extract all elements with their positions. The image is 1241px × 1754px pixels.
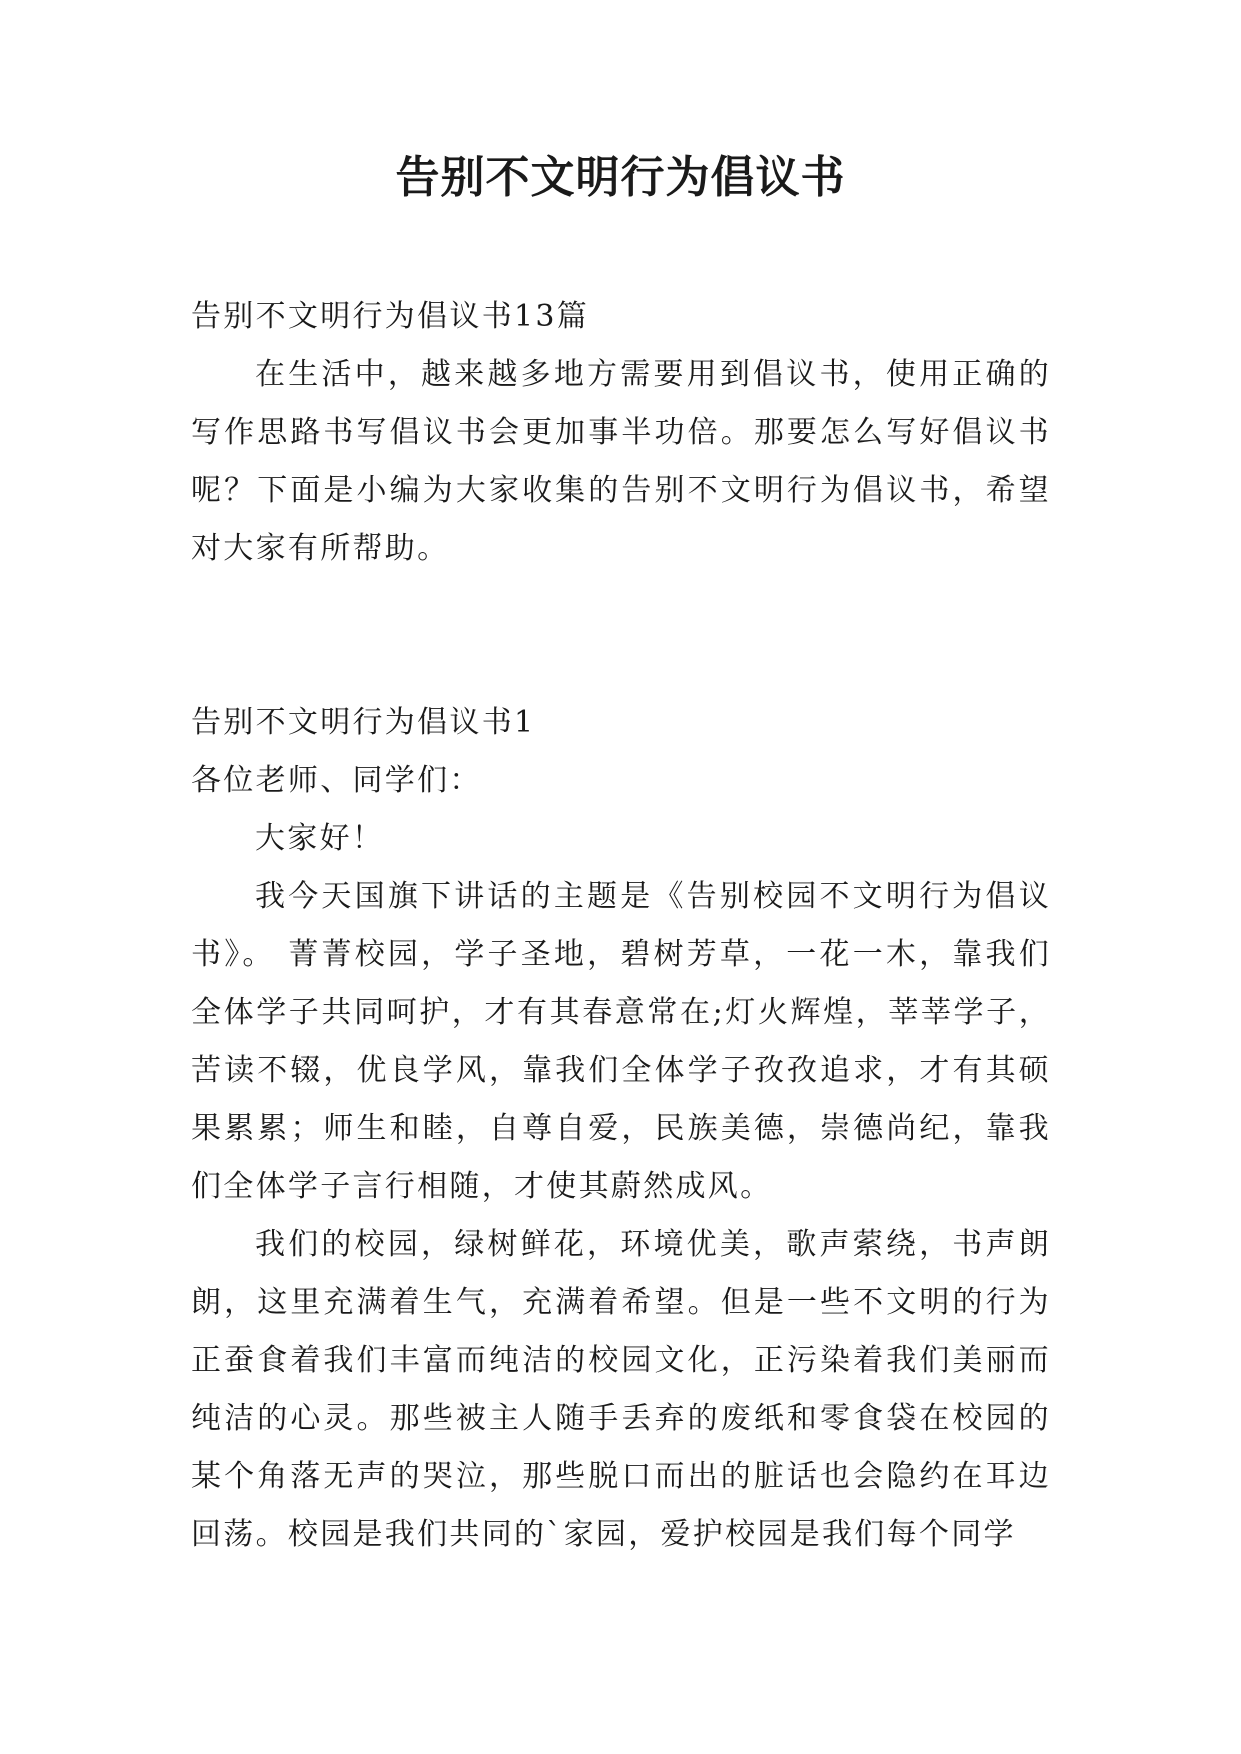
document-subtitle: 告别不文明行为倡议书13篇 (191, 299, 590, 334)
greeting: 大家好！ (255, 821, 385, 856)
intro-paragraph: 在生活中，越来越多地方需要用到倡议书，使用正确的写作思路书写倡议书会更加事半功倍。那要怎么写好倡议书呢？下面是小编为大家收集的告别不文明行为倡议书，希望对大家有所帮助。 (191, 357, 1051, 566)
section-spacer (191, 578, 1051, 694)
document-body (191, 288, 1051, 1564)
salutation: 各位老师、同学们： (191, 763, 482, 798)
body-paragraph: 我今天国旗下讲话的主题是《告别校园不文明行为倡议书》。 菁菁校园，学子圣地，碧树芳草，一花一木，靠我们全体学子共同呵护，才有其春意常在;灯火辉煌，莘莘学子，苦读不辍，优良学风，靠我们全体学子孜孜追求，才有其硕果累累；师生和睦，自尊自爱，民族美德，崇德尚纪，靠我们全体学子言行相随，才使其蔚然成风。 (191, 879, 1051, 1204)
section-heading: 告别不文明行为倡议书1 (191, 705, 536, 740)
document-title: 告别不文明行为倡议书 (395, 152, 846, 203)
body-paragraph: 我们的校园，绿树鲜花，环境优美，歌声萦绕，书声朗朗，这里充满着生气，充满着希望。但是一些不文明的行为正蚕食着我们丰富而纯洁的校园文化，正污染着我们美丽而纯洁的心灵。那些被主人随手丢弃的废纸和零食袋在校园的某个角落无声的哭泣，那些脱口而出的脏话也会隐约在耳边回荡。校园是我们共同的`家园，爱护校园是我们每个同学 (191, 1227, 1051, 1552)
